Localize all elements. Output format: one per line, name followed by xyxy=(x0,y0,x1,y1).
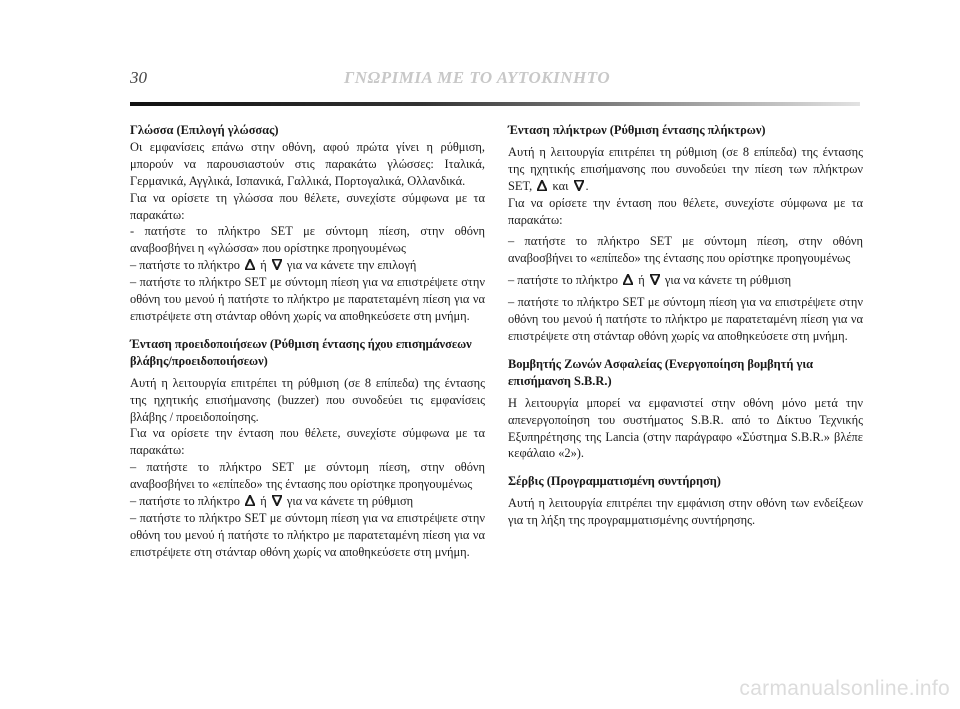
key-step-2-or: ή xyxy=(638,273,645,288)
warning-volume-intro: Αυτή η λειτουργία επιτρέπει τη ρύθμιση (σε 8 επίπεδα) της έντασης της ηχητικής επισήμανσης (buzzer) που συνοδεύει τις εμφανίσεις βλάβης / προειδοποίησης. xyxy=(130,375,485,424)
key-volume-instructions: Για να ορίσετε την ένταση που θέλετε, συνεχίστε σύμφωνα με τα παρακάτω: xyxy=(508,195,863,227)
seatbelt-buzzer-text: Η λειτουργία μπορεί να εμφανιστεί στην οθόνη μόνο μετά την απενεργοποίηση του συστήματος S.B.R. από το Δίκτυο Τεχνικής Εξυπηρέτησης της Lancia (στην παράγραφο «Σύστημα S.B.R.» βλέπε κεφάλαιο «2»). xyxy=(508,395,863,461)
page-header xyxy=(130,68,860,94)
warning-volume-step-3: – πατήστε το πλήκτρο SET με σύντομη πίεση για να επιστρέψετε στην οθόνη του μενού ή πατήστε το πλήκτρο με παρατεταμένη πίεση για να επιστρέψετε στη στάνταρ οθόνη χωρίς να αποθηκεύσετε στη μνήμη. xyxy=(130,510,485,559)
running-title: ΓΝΩΡΙΜΙΑ ΜΕ ΤΟ ΑΥΤΟΚΙΝΗΤΟ xyxy=(344,68,611,87)
triangle-up-icon xyxy=(245,495,255,506)
key-volume-intro xyxy=(508,144,863,195)
warning-volume-heading: Ένταση προειδοποιήσεων (Ρύθμιση έντασης ήχου επισημάνσεων βλάβης/προειδοποιήσεων) xyxy=(130,336,472,368)
watermark: carmanualsonline.info xyxy=(739,677,950,700)
warning-step-2-text-b: για να κάνετε τη ρύθμιση xyxy=(286,494,414,509)
page-number: 30 xyxy=(130,68,147,87)
key-volume-step-2 xyxy=(508,272,863,289)
key-volume-intro-end: . xyxy=(585,178,589,193)
triangle-down-icon xyxy=(574,180,584,191)
language-step-1: - πατήστε το πλήκτρο SET με σύντομη πίεση, στην οθόνη αναβοσβήνει η «γλώσσα» που ορίστηκε προηγουμένως xyxy=(130,224,485,256)
service-heading: Σέρβις (Προγραμματισμένη συντήρηση) xyxy=(508,474,721,489)
left-column xyxy=(130,122,485,561)
language-step-2-text-a: – πατήστε το πλήκτρο xyxy=(130,258,240,273)
key-volume-intro-text: Αυτή η λειτουργία επιτρέπει τη ρύθμιση (σε 8 επίπεδα) της έντασης της ηχητικής επισήμανσης που συνοδεύει την πίεση των πλήκτρων SET, xyxy=(508,144,863,193)
language-step-2 xyxy=(130,257,485,274)
warning-step-2-or: ή xyxy=(260,494,267,509)
triangle-up-icon xyxy=(245,259,255,270)
triangle-down-icon xyxy=(650,274,660,285)
triangle-down-icon xyxy=(272,259,282,270)
triangle-up-icon xyxy=(537,180,547,191)
service-text: Αυτή η λειτουργία επιτρέπει την εμφάνιση στην οθόνη των ενδείξεων για τη λήξη της προγραμματισμένης συντήρησης. xyxy=(508,496,863,528)
seatbelt-buzzer-heading: Βομβητής Ζωνών Ασφαλείας (Ενεργοποίηση βομβητή για επισήμανση S.B.R.) xyxy=(508,356,814,388)
warning-volume-instructions: Για να ορίσετε την ένταση που θέλετε, συνεχίστε σύμφωνα με τα παρακάτω: xyxy=(130,426,485,458)
key-volume-step-1: – πατήστε το πλήκτρο SET με σύντομη πίεση, στην οθόνη αναβοσβήνει το «επίπεδο» της έντασης που ορίστηκε προηγουμένως xyxy=(508,234,863,266)
language-heading: Γλώσσα (Επιλογή γλώσσας) xyxy=(130,123,279,137)
warning-volume-step-2 xyxy=(130,493,485,510)
key-volume-heading: Ένταση πλήκτρων (Ρύθμιση έντασης πλήκτρων) xyxy=(508,123,766,137)
key-volume-intro-and: και xyxy=(552,178,569,193)
triangle-up-icon xyxy=(623,274,633,285)
key-volume-step-3: – πατήστε το πλήκτρο SET με σύντομη πίεση για να επιστρέψετε στην οθόνη του μενού ή πατήστε το πλήκτρο με παρατεταμένη πίεση για να επιστρέψετε στη στάνταρ οθόνη χωρίς να αποθηκεύσετε στη μνήμη. xyxy=(508,295,863,343)
language-step-3: – πατήστε το πλήκτρο SET με σύντομη πίεση για να επιστρέψετε στην οθόνη του μενού ή πατήστε το πλήκτρο με παρατεταμένη πίεση για να επιστρέψετε στη στάνταρ οθόνη χωρίς να αποθηκεύσετε στη μνήμη. xyxy=(130,275,485,323)
key-step-2-text-a: – πατήστε το πλήκτρο xyxy=(508,273,618,288)
key-step-2-text-b: για να κάνετε τη ρύθμιση xyxy=(664,273,792,288)
warning-step-2-text-a: – πατήστε το πλήκτρο xyxy=(130,494,240,509)
language-step-2-text-b: για να κάνετε την επιλογή xyxy=(286,258,417,273)
header-rule xyxy=(130,102,860,106)
right-column xyxy=(508,122,863,529)
triangle-down-icon xyxy=(272,495,282,506)
warning-volume-step-1: – πατήστε το πλήκτρο SET με σύντομη πίεση, στην οθόνη αναβοσβήνει το «επίπεδο» της έντασης που ορίστηκε προηγουμένως xyxy=(130,460,485,492)
language-intro: Οι εμφανίσεις επάνω στην οθόνη, αφού πρώτα γίνει η ρύθμιση, μπορούν να παρουσιαστούν στις παρακάτω γλώσσες: Ιταλικά, Γερμανικά, Αγγλικά, Ισπανικά, Γαλλικά, Πορτογαλικά, Ολλανδικά. xyxy=(130,139,485,188)
language-step-2-or: ή xyxy=(260,258,267,273)
language-instructions: Για να ορίσετε τη γλώσσα που θέλετε, συνεχίστε σύμφωνα με τα παρακάτω: xyxy=(130,190,485,222)
